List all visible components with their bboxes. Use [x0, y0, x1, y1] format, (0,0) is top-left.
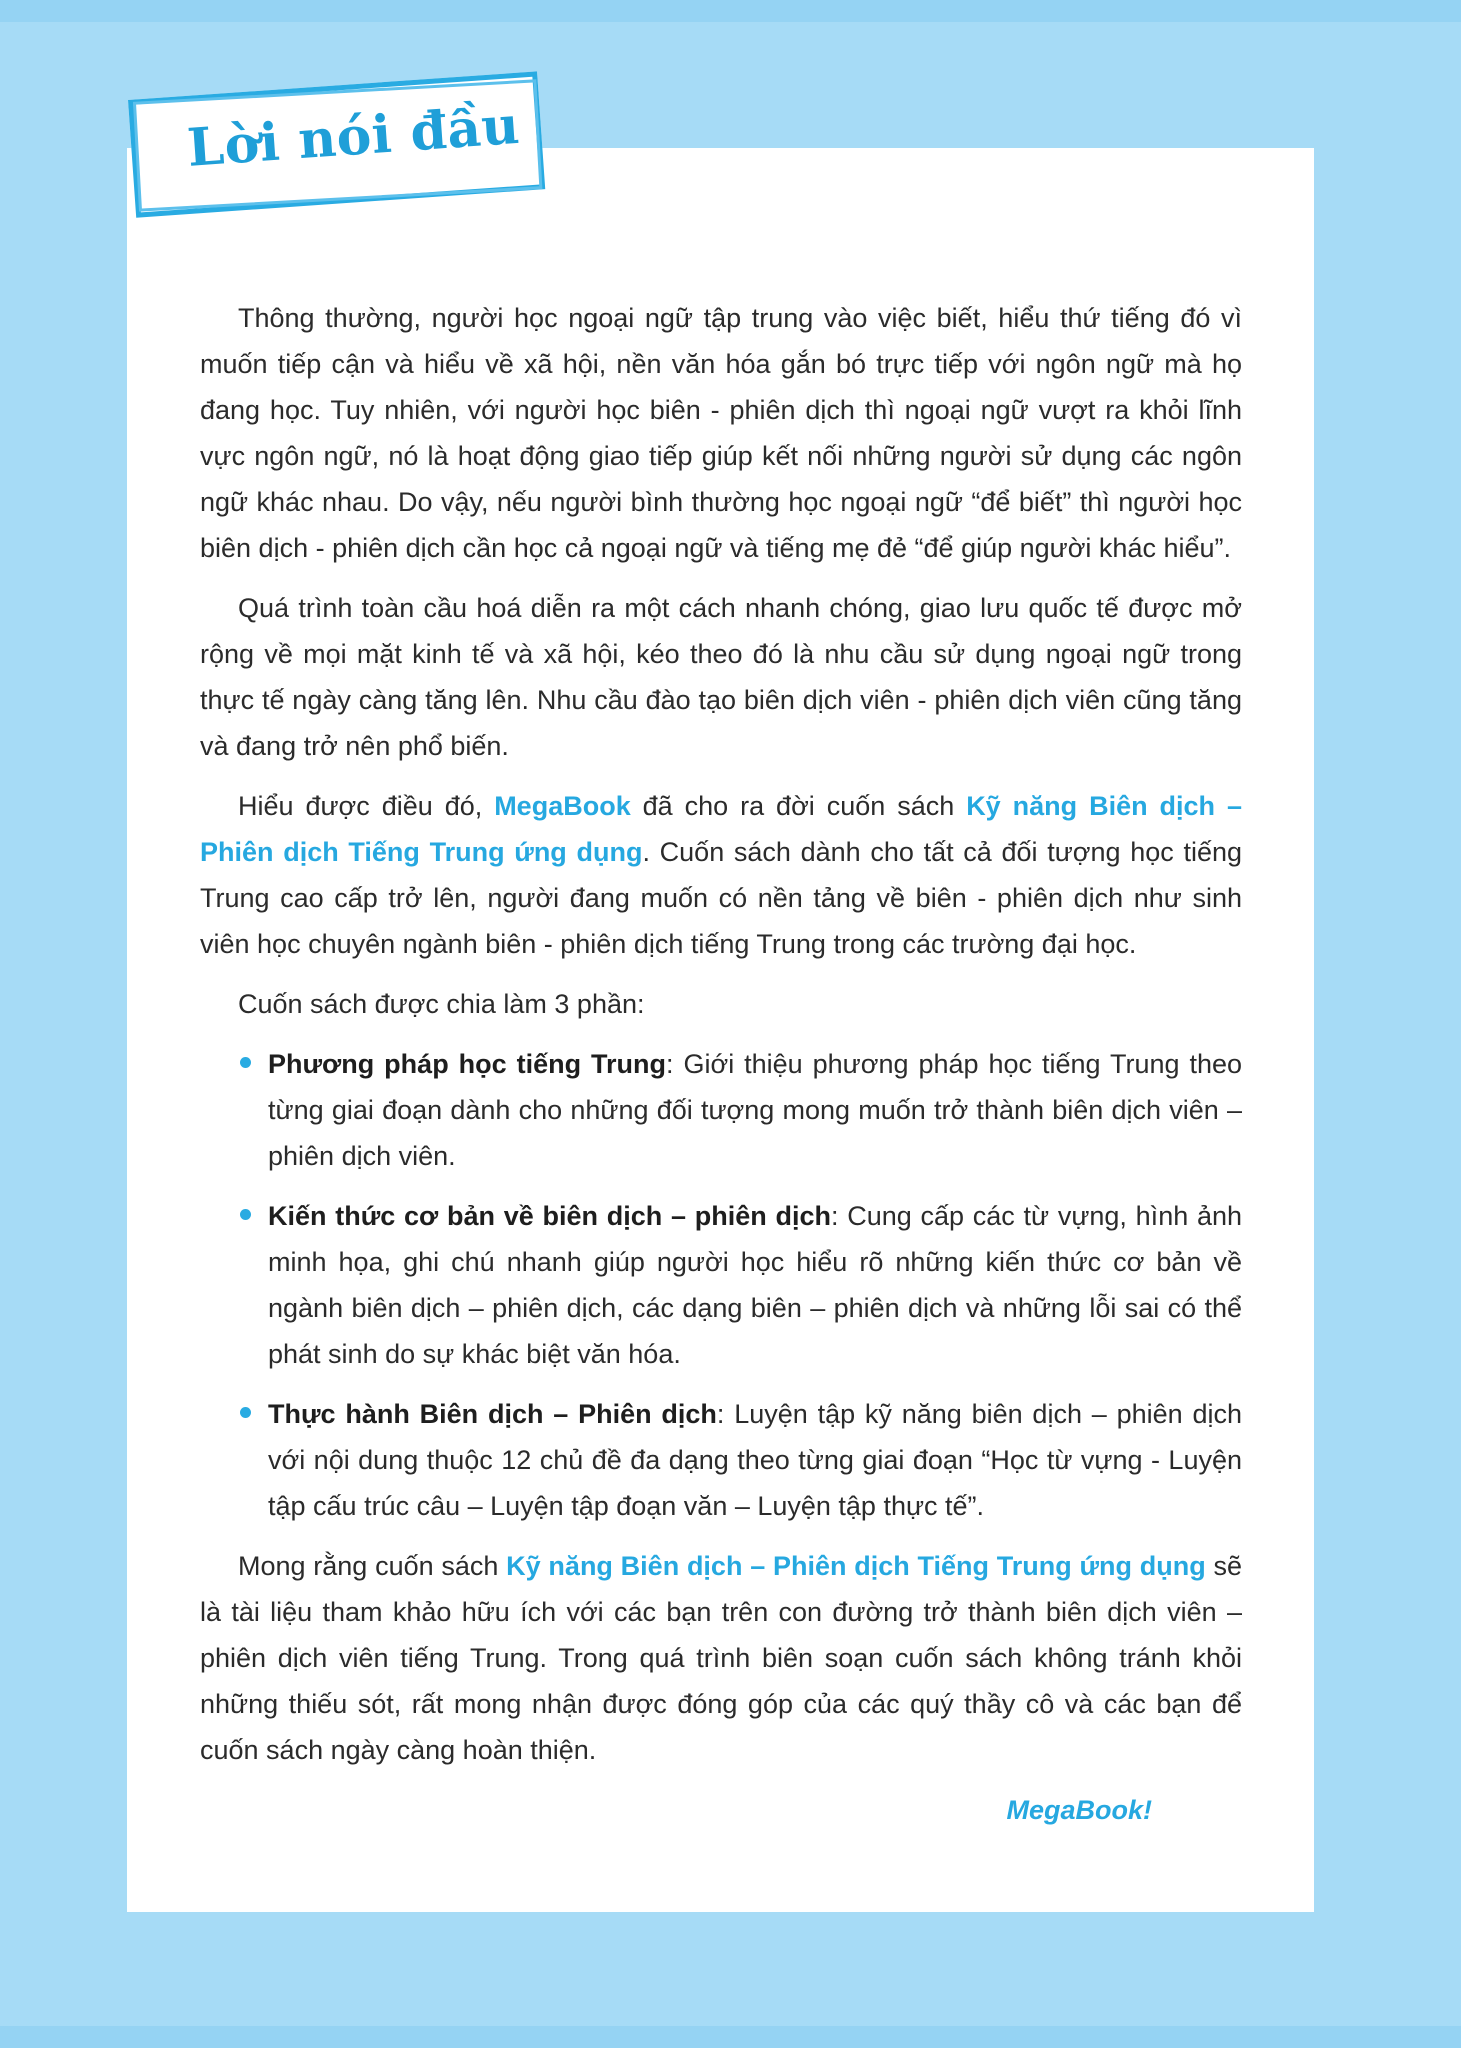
- part-description: : Giới thiệu phương pháp học tiếng Trung theo từng giai đoạn dành cho những đối tượng mong muốn trở thành biên dịch viên – phiên dịch viên.: [268, 1049, 1242, 1171]
- part-description: : Cung cấp các từ vựng, hình ảnh minh họa, ghi chú nhanh giúp người học hiểu rõ những kiến thức cơ bản về ngành biên dịch – phiên dịch, các dạng biên – phiên dịch và những lỗi sai có thể phát sinh do sự khác biệt văn hóa.: [268, 1201, 1243, 1369]
- paragraph-3-text-b: đã cho ra đời cuốn sách: [630, 791, 967, 821]
- bottom-border-strip: [0, 2026, 1461, 2048]
- part-description: : Luyện tập kỹ năng biên dịch – phiên dịch với nội dung thuộc 12 chủ đề đa dạng theo từng giai đoạn “Học từ vựng - Luyện tập cấu trúc câu – Luyện tập đoạn văn – Luyện tập thực tế”.: [268, 1399, 1242, 1521]
- signature: MegaBook!: [1006, 1795, 1152, 1825]
- list-item: [200, 1391, 1242, 1529]
- signature-row: [200, 1787, 1242, 1833]
- list-item: [200, 1041, 1242, 1179]
- brand-name: MegaBook: [494, 791, 631, 821]
- preface-body: [200, 295, 1242, 1833]
- bullet-icon: [240, 1057, 251, 1068]
- paragraph-3-text-a: Hiểu được điều đó,: [238, 791, 495, 821]
- part-heading: Thực hành Biên dịch – Phiên dịch: [268, 1399, 717, 1429]
- bullet-icon: [240, 1209, 251, 1220]
- list-item: [200, 1193, 1242, 1377]
- book-title-highlight: Kỹ năng Biên dịch – Phiên dịch Tiếng Trung ứng dụng: [200, 791, 1242, 867]
- paragraph-1: Thông thường, người học ngoại ngữ tập trung vào việc biết, hiểu thứ tiếng đó vì muốn tiếp cận và hiểu về xã hội, nền văn hóa gắn bó trực tiếp với ngôn ngữ mà họ đang học. Tuy nhiên, với người học biên - phiên dịch thì ngoại ngữ vượt ra khỏi lĩnh vực ngôn ngữ, nó là hoạt động giao tiếp giúp kết nối những người sử dụng các ngôn ngữ khác nhau. Do vậy, nếu người bình thường học ngoại ngữ “để biết” thì người học biên dịch - phiên dịch cần học cả ngoại ngữ và tiếng mẹ đẻ “để giúp người khác hiểu”.: [200, 303, 1242, 563]
- page-title: Lời nói đầu: [185, 94, 522, 179]
- paragraph-2: Quá trình toàn cầu hoá diễn ra một cách nhanh chóng, giao lưu quốc tế được mở rộng về mọi mặt kinh tế và xã hội, kéo theo đó là nhu cầu sử dụng ngoại ngữ trong thực tế ngày càng tăng lên. Nhu cầu đào tạo biên dịch viên - phiên dịch viên cũng tăng và đang trở nên phổ biến.: [200, 593, 1242, 761]
- parts-intro: Cuốn sách được chia làm 3 phần:: [238, 989, 645, 1019]
- paragraph-3: [200, 783, 1242, 967]
- part-heading: Kiến thức cơ bản về biên dịch – phiên dịch: [268, 1201, 831, 1231]
- paragraph-5-text-a: Mong rằng cuốn sách: [238, 1551, 507, 1581]
- paragraph-5-text-b: sẽ là tài liệu tham khảo hữu ích với các bạn trên con đường trở thành biên dịch viên – phiên dịch viên tiếng Trung. Trong quá trình biên soạn cuốn sách không tránh khỏi những thiếu sót, rất mong nhận được đóng góp của các quý thầy cô và các bạn để cuốn sách ngày càng hoàn thiện.: [200, 1551, 1242, 1765]
- paragraph-5: [200, 1543, 1242, 1773]
- part-heading: Phương pháp học tiếng Trung: [268, 1049, 667, 1079]
- top-border-strip: [0, 0, 1461, 22]
- parts-list: [200, 1041, 1242, 1529]
- paragraph-3-text-c: . Cuốn sách dành cho tất cả đối tượng học tiếng Trung cao cấp trở lên, người đang muốn có nền tảng về biên - phiên dịch như sinh viên học chuyên ngành biên - phiên dịch tiếng Trung trong các trường đại học.: [200, 837, 1242, 959]
- book-title-highlight: Kỹ năng Biên dịch – Phiên dịch Tiếng Trung ứng dụng: [506, 1551, 1206, 1581]
- bullet-icon: [240, 1407, 251, 1418]
